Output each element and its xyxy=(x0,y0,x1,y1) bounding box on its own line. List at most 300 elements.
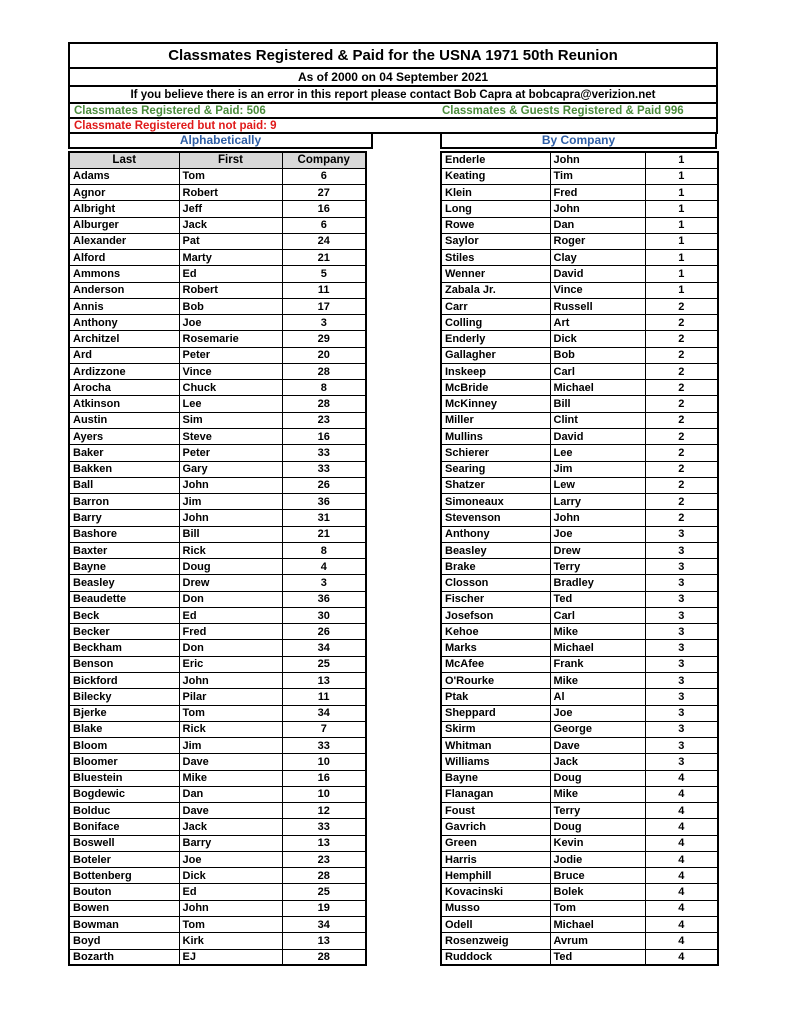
cell-last-name: Enderly xyxy=(441,331,550,347)
cell-company-number: 16 xyxy=(282,201,366,217)
table-row xyxy=(441,949,718,965)
cell-company-number: 1 xyxy=(645,185,718,201)
cell-last-name: McKinney xyxy=(441,396,550,412)
cell-company-number: 28 xyxy=(282,949,366,965)
table-row xyxy=(441,721,718,737)
cell-first-name: Dan xyxy=(550,217,645,233)
table-row xyxy=(69,331,366,347)
cell-first-name: Mike xyxy=(179,770,282,786)
cell-first-name: Ted xyxy=(550,591,645,607)
table-row xyxy=(441,298,718,314)
cell-company-number: 26 xyxy=(282,624,366,640)
table-row xyxy=(69,559,366,575)
cell-last-name: Beasley xyxy=(69,575,179,591)
cell-last-name: Ardizzone xyxy=(69,363,179,379)
cell-company-number: 31 xyxy=(282,510,366,526)
cell-first-name: Lee xyxy=(179,396,282,412)
cell-last-name: Kovacinski xyxy=(441,884,550,900)
table-row xyxy=(441,542,718,558)
cell-first-name: Michael xyxy=(550,380,645,396)
table-row xyxy=(441,412,718,428)
cell-company-number: 13 xyxy=(282,933,366,949)
cell-first-name: Rosemarie xyxy=(179,331,282,347)
table-row xyxy=(69,380,366,396)
cell-first-name: Bob xyxy=(179,298,282,314)
cell-last-name: Beasley xyxy=(441,542,550,558)
cell-last-name: Barron xyxy=(69,494,179,510)
cell-first-name: EJ xyxy=(179,949,282,965)
cell-last-name: Wenner xyxy=(441,266,550,282)
table-row xyxy=(69,884,366,900)
table-row xyxy=(69,575,366,591)
table-row xyxy=(69,233,366,249)
cell-first-name: Peter xyxy=(179,347,282,363)
cell-last-name: Baker xyxy=(69,445,179,461)
cell-first-name: Jim xyxy=(179,494,282,510)
cell-first-name: Terry xyxy=(550,559,645,575)
cell-first-name: John xyxy=(550,152,645,168)
cell-last-name: Bluestein xyxy=(69,770,179,786)
cell-first-name: Drew xyxy=(179,575,282,591)
cell-first-name: Ed xyxy=(179,607,282,623)
cell-company-number: 3 xyxy=(645,591,718,607)
cell-company-number: 1 xyxy=(645,168,718,184)
table-row xyxy=(441,217,718,233)
cell-first-name: Marty xyxy=(179,250,282,266)
table-row xyxy=(69,591,366,607)
cell-company-number: 21 xyxy=(282,526,366,542)
table-row xyxy=(69,835,366,851)
table-row xyxy=(441,591,718,607)
cell-first-name: Kirk xyxy=(179,933,282,949)
cell-first-name: John xyxy=(550,201,645,217)
cell-last-name: Williams xyxy=(441,754,550,770)
table-row xyxy=(69,770,366,786)
cell-last-name: Becker xyxy=(69,624,179,640)
cell-company-number: 2 xyxy=(645,461,718,477)
cell-company-number: 1 xyxy=(645,266,718,282)
cell-company-number: 2 xyxy=(645,298,718,314)
cell-last-name: Enderle xyxy=(441,152,550,168)
cell-company-number: 4 xyxy=(645,949,718,965)
cell-last-name: Brake xyxy=(441,559,550,575)
table-row xyxy=(69,250,366,266)
cell-first-name: Dan xyxy=(179,786,282,802)
cell-last-name: Keating xyxy=(441,168,550,184)
table-row xyxy=(441,640,718,656)
cell-company-number: 1 xyxy=(645,233,718,249)
cell-first-name: Tom xyxy=(179,168,282,184)
cell-company-number: 3 xyxy=(282,575,366,591)
cell-last-name: Josefson xyxy=(441,607,550,623)
cell-company-number: 33 xyxy=(282,738,366,754)
cell-first-name: Joe xyxy=(550,705,645,721)
cell-last-name: Annis xyxy=(69,298,179,314)
cell-company-number: 8 xyxy=(282,542,366,558)
cell-company-number: 27 xyxy=(282,185,366,201)
table-row xyxy=(69,494,366,510)
table-row xyxy=(441,786,718,802)
cell-last-name: Searing xyxy=(441,461,550,477)
table-row xyxy=(69,347,366,363)
table-row xyxy=(441,851,718,867)
cell-first-name: Barry xyxy=(179,835,282,851)
cell-company-number: 13 xyxy=(282,673,366,689)
table-row xyxy=(69,705,366,721)
table-row xyxy=(69,689,366,705)
table-row xyxy=(441,868,718,884)
cell-company-number: 4 xyxy=(645,851,718,867)
cell-first-name: Eric xyxy=(179,656,282,672)
cell-first-name: Mike xyxy=(550,786,645,802)
cell-company-number: 34 xyxy=(282,916,366,932)
cell-last-name: Sheppard xyxy=(441,705,550,721)
cell-first-name: Lee xyxy=(550,445,645,461)
cell-first-name: Tom xyxy=(179,705,282,721)
cell-last-name: Miller xyxy=(441,412,550,428)
cell-last-name: Bayne xyxy=(441,770,550,786)
cell-first-name: Doug xyxy=(550,770,645,786)
cell-last-name: Arocha xyxy=(69,380,179,396)
cell-first-name: Joe xyxy=(179,315,282,331)
cell-first-name: John xyxy=(179,673,282,689)
cell-first-name: Fred xyxy=(179,624,282,640)
cell-first-name: Bill xyxy=(550,396,645,412)
cell-first-name: Bruce xyxy=(550,868,645,884)
table-row xyxy=(69,429,366,445)
cell-company-number: 2 xyxy=(645,494,718,510)
cell-last-name: Bozarth xyxy=(69,949,179,965)
table-row xyxy=(69,217,366,233)
cell-company-number: 34 xyxy=(282,640,366,656)
cell-company-number: 5 xyxy=(282,266,366,282)
table-row xyxy=(441,315,718,331)
column-header-row xyxy=(69,152,366,168)
cell-first-name: Clay xyxy=(550,250,645,266)
cell-company-number: 3 xyxy=(645,689,718,705)
cell-first-name: Doug xyxy=(179,559,282,575)
cell-last-name: Bjerke xyxy=(69,705,179,721)
cell-company-number: 36 xyxy=(282,591,366,607)
cell-company-number: 34 xyxy=(282,705,366,721)
cell-last-name: Flanagan xyxy=(441,786,550,802)
table-row xyxy=(69,786,366,802)
cell-company-number: 23 xyxy=(282,851,366,867)
cell-first-name: Bolek xyxy=(550,884,645,900)
cell-company-number: 33 xyxy=(282,819,366,835)
cell-last-name: Gallagher xyxy=(441,347,550,363)
table-row xyxy=(69,868,366,884)
cell-company-number: 25 xyxy=(282,656,366,672)
table-row xyxy=(69,819,366,835)
cell-last-name: Barry xyxy=(69,510,179,526)
table-row xyxy=(441,429,718,445)
cell-first-name: Michael xyxy=(550,916,645,932)
cell-last-name: Gavrich xyxy=(441,819,550,835)
table-row xyxy=(441,461,718,477)
cell-first-name: Robert xyxy=(179,282,282,298)
table-row xyxy=(441,770,718,786)
cell-last-name: Bloomer xyxy=(69,754,179,770)
cell-first-name: Tom xyxy=(179,916,282,932)
cell-company-number: 2 xyxy=(645,331,718,347)
cell-last-name: Musso xyxy=(441,900,550,916)
cell-last-name: Beck xyxy=(69,607,179,623)
table-row xyxy=(441,526,718,542)
cell-company-number: 3 xyxy=(645,624,718,640)
table-row xyxy=(69,916,366,932)
error-contact-note: If you believe there is an error in this report please contact Bob Capra at bobcapra@verizion.net xyxy=(68,85,718,104)
cell-company-number: 11 xyxy=(282,282,366,298)
cell-first-name: Peter xyxy=(179,445,282,461)
cell-company-number: 3 xyxy=(645,607,718,623)
cell-company-number: 3 xyxy=(645,559,718,575)
cell-first-name: Robert xyxy=(179,185,282,201)
cell-last-name: Mullins xyxy=(441,429,550,445)
cell-first-name: Jodie xyxy=(550,851,645,867)
cell-company-number: 29 xyxy=(282,331,366,347)
cell-first-name: Fred xyxy=(550,185,645,201)
cell-first-name: Al xyxy=(550,689,645,705)
table-row xyxy=(69,477,366,493)
cell-last-name: Hemphill xyxy=(441,868,550,884)
cell-company-number: 6 xyxy=(282,168,366,184)
table-row xyxy=(69,185,366,201)
cell-company-number: 1 xyxy=(645,282,718,298)
cell-company-number: 2 xyxy=(645,429,718,445)
cell-company-number: 33 xyxy=(282,461,366,477)
cell-company-number: 2 xyxy=(645,477,718,493)
cell-company-number: 4 xyxy=(645,835,718,851)
cell-company-number: 3 xyxy=(645,754,718,770)
cell-first-name: Don xyxy=(179,591,282,607)
table-row xyxy=(441,282,718,298)
cell-last-name: Carr xyxy=(441,298,550,314)
cell-company-number: 12 xyxy=(282,803,366,819)
cell-last-name: Beaudette xyxy=(69,591,179,607)
cell-last-name: Odell xyxy=(441,916,550,932)
cell-first-name: Steve xyxy=(179,429,282,445)
cell-last-name: Inskeep xyxy=(441,363,550,379)
cell-first-name: Pat xyxy=(179,233,282,249)
table-row xyxy=(441,916,718,932)
table-row xyxy=(69,640,366,656)
cell-last-name: Architzel xyxy=(69,331,179,347)
cell-first-name: Sim xyxy=(179,412,282,428)
cell-first-name: Jim xyxy=(179,738,282,754)
cell-last-name: Ard xyxy=(69,347,179,363)
table-row xyxy=(69,803,366,819)
cell-company-number: 16 xyxy=(282,429,366,445)
cell-first-name: Pilar xyxy=(179,689,282,705)
cell-last-name: Harris xyxy=(441,851,550,867)
table-row xyxy=(441,168,718,184)
cell-company-number: 26 xyxy=(282,477,366,493)
cell-first-name: Avrum xyxy=(550,933,645,949)
cell-company-number: 10 xyxy=(282,786,366,802)
table-row xyxy=(441,445,718,461)
table-row xyxy=(441,575,718,591)
cell-last-name: Austin xyxy=(69,412,179,428)
cell-company-number: 16 xyxy=(282,770,366,786)
cell-company-number: 24 xyxy=(282,233,366,249)
cell-last-name: Foust xyxy=(441,803,550,819)
cell-first-name: Carl xyxy=(550,363,645,379)
cell-company-number: 3 xyxy=(645,738,718,754)
cell-first-name: Dick xyxy=(179,868,282,884)
cell-company-number: 4 xyxy=(645,770,718,786)
cell-first-name: Vince xyxy=(550,282,645,298)
tables-area xyxy=(68,151,718,971)
cell-company-number: 4 xyxy=(282,559,366,575)
cell-last-name: Boswell xyxy=(69,835,179,851)
cell-first-name: Mike xyxy=(550,673,645,689)
cell-last-name: Bolduc xyxy=(69,803,179,819)
table-row xyxy=(69,461,366,477)
table-row xyxy=(69,738,366,754)
cell-first-name: Rick xyxy=(179,721,282,737)
cell-first-name: Ed xyxy=(179,884,282,900)
cell-first-name: Jack xyxy=(179,217,282,233)
cell-first-name: John xyxy=(550,510,645,526)
cell-company-number: 1 xyxy=(645,152,718,168)
cell-company-number: 28 xyxy=(282,363,366,379)
table-row xyxy=(69,656,366,672)
cell-first-name: Jack xyxy=(550,754,645,770)
cell-first-name: Dave xyxy=(179,803,282,819)
table-row xyxy=(69,412,366,428)
by-company-section-title: By Company xyxy=(440,132,717,149)
cell-first-name: Dave xyxy=(179,754,282,770)
cell-last-name: Rosenzweig xyxy=(441,933,550,949)
alphabetical-table xyxy=(68,151,367,966)
cell-first-name: Gary xyxy=(179,461,282,477)
cell-first-name: Larry xyxy=(550,494,645,510)
cell-first-name: Joe xyxy=(550,526,645,542)
cell-first-name: Joe xyxy=(179,851,282,867)
cell-last-name: Adams xyxy=(69,168,179,184)
cell-last-name: Baxter xyxy=(69,542,179,558)
table-row xyxy=(69,363,366,379)
cell-company-number: 4 xyxy=(645,868,718,884)
cell-company-number: 28 xyxy=(282,868,366,884)
cell-company-number: 4 xyxy=(645,786,718,802)
table-row xyxy=(441,933,718,949)
cell-last-name: McBride xyxy=(441,380,550,396)
table-row xyxy=(69,673,366,689)
cell-last-name: Alford xyxy=(69,250,179,266)
cell-last-name: Marks xyxy=(441,640,550,656)
cell-company-number: 4 xyxy=(645,900,718,916)
report-as-of-date: As of 2000 on 04 September 2021 xyxy=(68,67,718,87)
column-header-company: Company xyxy=(282,152,366,168)
cell-company-number: 1 xyxy=(645,201,718,217)
cell-company-number: 11 xyxy=(282,689,366,705)
cell-last-name: Schierer xyxy=(441,445,550,461)
table-row xyxy=(69,949,366,965)
cell-company-number: 3 xyxy=(645,705,718,721)
table-row xyxy=(69,298,366,314)
registered-not-paid-count: Classmate Registered but not paid: 9 xyxy=(68,117,718,134)
cell-last-name: Bilecky xyxy=(69,689,179,705)
cell-first-name: Russell xyxy=(550,298,645,314)
cell-company-number: 4 xyxy=(645,803,718,819)
cell-first-name: John xyxy=(179,477,282,493)
cell-company-number: 3 xyxy=(645,542,718,558)
column-header-first: First xyxy=(179,152,282,168)
cell-last-name: Colling xyxy=(441,315,550,331)
cell-last-name: Bouton xyxy=(69,884,179,900)
table-row xyxy=(441,689,718,705)
cell-last-name: McAfee xyxy=(441,656,550,672)
cell-company-number: 2 xyxy=(645,445,718,461)
table-row xyxy=(441,673,718,689)
cell-last-name: Bickford xyxy=(69,673,179,689)
cell-company-number: 2 xyxy=(645,412,718,428)
cell-company-number: 2 xyxy=(645,510,718,526)
cell-last-name: Anderson xyxy=(69,282,179,298)
table-row xyxy=(69,168,366,184)
table-row xyxy=(441,477,718,493)
cell-company-number: 4 xyxy=(645,819,718,835)
by-company-table xyxy=(440,151,719,966)
cell-last-name: Beckham xyxy=(69,640,179,656)
table-row xyxy=(441,396,718,412)
cell-last-name: Simoneaux xyxy=(441,494,550,510)
cell-last-name: O'Rourke xyxy=(441,673,550,689)
cell-company-number: 21 xyxy=(282,250,366,266)
cell-company-number: 2 xyxy=(645,396,718,412)
table-row xyxy=(441,835,718,851)
cell-company-number: 28 xyxy=(282,396,366,412)
cell-company-number: 4 xyxy=(645,933,718,949)
cell-last-name: Ammons xyxy=(69,266,179,282)
table-row xyxy=(441,510,718,526)
cell-last-name: Zabala Jr. xyxy=(441,282,550,298)
cell-company-number: 25 xyxy=(282,884,366,900)
cell-first-name: David xyxy=(550,266,645,282)
cell-company-number: 23 xyxy=(282,412,366,428)
cell-first-name: Dave xyxy=(550,738,645,754)
cell-company-number: 3 xyxy=(645,656,718,672)
cell-first-name: Drew xyxy=(550,542,645,558)
cell-first-name: Jim xyxy=(550,461,645,477)
cell-first-name: Lew xyxy=(550,477,645,493)
cell-last-name: Rowe xyxy=(441,217,550,233)
cell-last-name: Ball xyxy=(69,477,179,493)
cell-company-number: 19 xyxy=(282,900,366,916)
cell-first-name: Bob xyxy=(550,347,645,363)
table-row xyxy=(441,494,718,510)
cell-first-name: Vince xyxy=(179,363,282,379)
cell-company-number: 33 xyxy=(282,445,366,461)
table-row xyxy=(69,900,366,916)
cell-first-name: Roger xyxy=(550,233,645,249)
cell-last-name: Bashore xyxy=(69,526,179,542)
table-row xyxy=(441,607,718,623)
cell-company-number: 3 xyxy=(645,673,718,689)
classmates-guests-registered-paid-count: Classmates & Guests Registered & Paid 996 xyxy=(442,105,684,117)
table-row xyxy=(441,705,718,721)
cell-first-name: John xyxy=(179,510,282,526)
table-row xyxy=(69,526,366,542)
table-row xyxy=(441,380,718,396)
cell-last-name: Bakken xyxy=(69,461,179,477)
cell-first-name: Jeff xyxy=(179,201,282,217)
cell-last-name: Anthony xyxy=(441,526,550,542)
cell-company-number: 3 xyxy=(645,526,718,542)
cell-first-name: Dick xyxy=(550,331,645,347)
